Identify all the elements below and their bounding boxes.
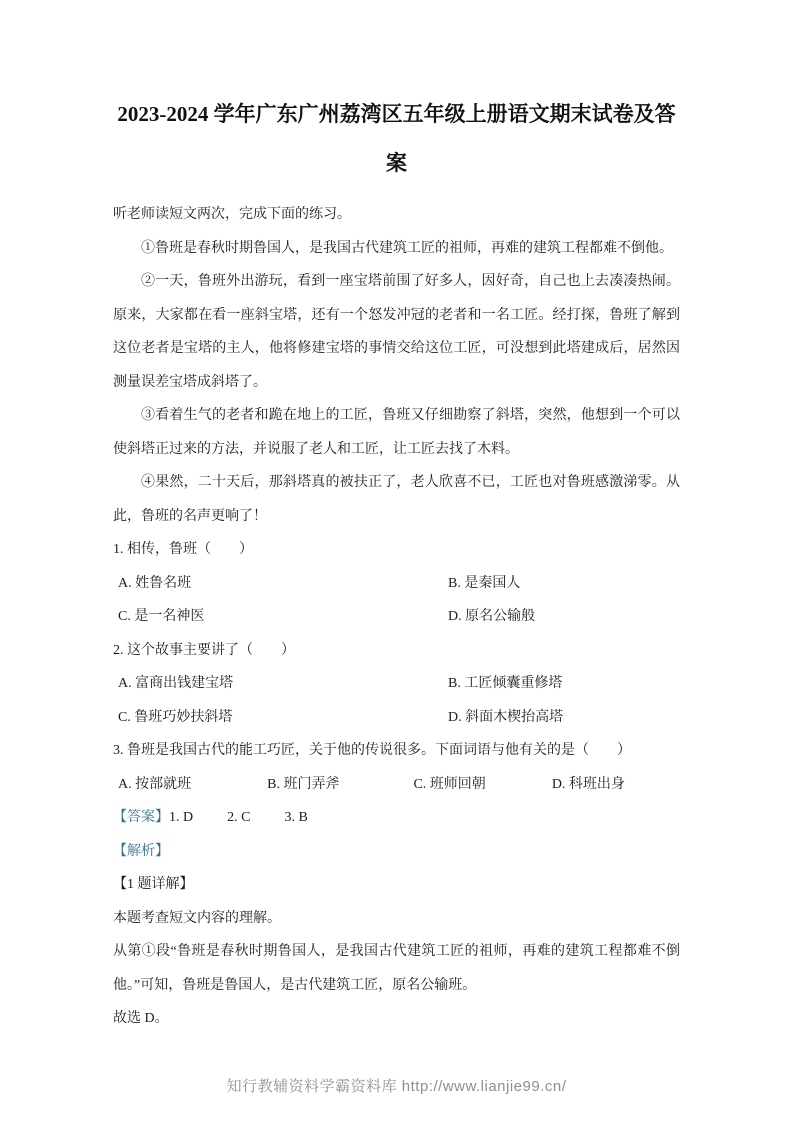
question-3-options xyxy=(113,768,680,802)
analysis-label-line xyxy=(113,835,680,869)
question-1-option-a: A. 姓鲁名班 xyxy=(118,575,192,591)
passage-paragraph-1: ①鲁班是春秋时期鲁国人，是我国古代建筑工匠的祖师，再难的建筑工程都难不倒他。 xyxy=(141,240,673,256)
question-3-stem: 3. 鲁班是我国古代的能工巧匠，关于他的传说很多。下面词语与他有关的是（ ） xyxy=(113,743,631,758)
document-body xyxy=(113,198,680,1036)
question-3-option-b: B. 班门弄斧 xyxy=(267,776,340,792)
question-1-option-b: B. 是秦国人 xyxy=(448,575,521,591)
question-1-options-row-2 xyxy=(113,600,680,634)
answer-item-1: 1. D xyxy=(169,810,194,825)
question-2-option-b: B. 工匠倾囊重修塔 xyxy=(448,676,563,691)
answer-item-3: 3. B xyxy=(284,810,308,825)
question-2-options-row-1 xyxy=(113,667,680,701)
analysis-line-2: 从第①段“鲁班是春秋时期鲁国人，是我国古代建筑工匠的祖师，再难的建筑工程都难不倒他。”可知，鲁班是鲁国人，是古代建筑工匠，原名公输班。 xyxy=(113,944,680,993)
question-2-option-d: D. 斜面木楔抬高塔 xyxy=(448,709,564,725)
passage-paragraph-4: ④果然，二十天后，那斜塔真的被扶正了，老人欣喜不已，工匠也对鲁班感激涕零。从此，鲁班的名声更响了！ xyxy=(113,475,680,524)
question-2-option-c: C. 鲁班巧妙扶斜塔 xyxy=(118,709,233,725)
analysis-label: 【解析】 xyxy=(113,843,169,859)
answer-label: 【答案】 xyxy=(113,810,169,825)
analysis-line-3: 故选 D。 xyxy=(113,1011,169,1026)
question-2-options-row-2 xyxy=(113,701,680,735)
question-2-stem: 2. 这个故事主要讲了（ ） xyxy=(113,642,295,658)
passage-paragraph-3: ③看着生气的老者和跪在地上的工匠，鲁班又仔细勘察了斜塔，突然，他想到一个可以使斜塔正过来的方法，并说服了老人和工匠，让工匠去找了木料。 xyxy=(113,408,680,457)
question-2-option-a: A. 富商出钱建宝塔 xyxy=(118,676,234,691)
question-3-option-d: D. 科班出身 xyxy=(551,776,625,792)
question-3-option-c: C. 班师回朝 xyxy=(413,776,486,792)
question-1-option-c: C. 是一名神医 xyxy=(118,609,205,624)
detail-heading: 【1 题详解】 xyxy=(113,877,194,892)
question-1-stem: 1. 相传，鲁班（ ） xyxy=(113,542,253,557)
answer-item-2: 2. C xyxy=(227,810,251,825)
question-1-option-d: D. 原名公输般 xyxy=(448,609,536,624)
site-watermark: 知行教辅资料学霸资料库 http://www.lianjie99.cn/ xyxy=(226,1078,567,1095)
answer-line xyxy=(113,801,680,835)
page-title: 2023-2024 学年广东广州荔湾区五年级上册语文期末试卷及答案 xyxy=(117,102,676,175)
analysis-line-1: 本题考查短文内容的理解。 xyxy=(113,910,281,926)
passage-paragraph-2: ②一天，鲁班外出游玩，看到一座宝塔前围了好多人，因好奇，自己也上去凑凑热闹。原来，大家都在看一座斜宝塔，还有一个怒发冲冠的老者和一名工匠。经打探，鲁班了解到这位老者是宝塔的主人，他将修建宝塔的事情交给这位工匠，可没想到此塔建成后，居然因测量误差宝塔成斜塔了。 xyxy=(113,274,680,390)
question-3-option-a: A. 按部就班 xyxy=(118,776,192,792)
question-1-options-row-1 xyxy=(113,567,680,601)
listening-instruction: 听老师读短文两次，完成下面的练习。 xyxy=(113,207,351,222)
